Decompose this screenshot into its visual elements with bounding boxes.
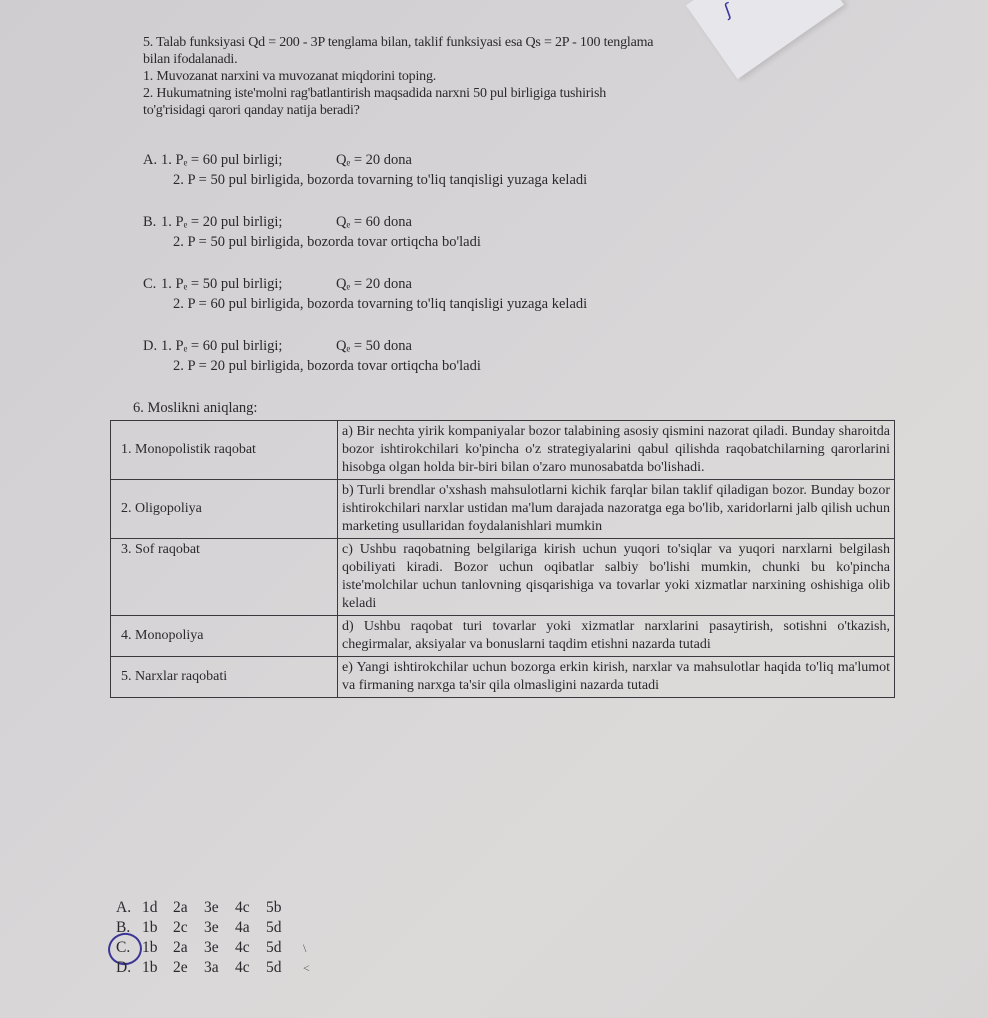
- option-a[interactable]: [143, 150, 587, 190]
- answer-item: 2e: [173, 959, 188, 976]
- table-row: [111, 616, 895, 657]
- answer-item: 4c: [235, 899, 250, 916]
- option-result: 2. P = 60 pul birligida, bozorda tovarning to'liq tanqisligi yuzaga keladi: [173, 296, 588, 312]
- market-description: b) Turli brendlar o'xshash mahsulotlarni kichik farqlar bilan taklif qiladigan bozor. Bunday bozor ishtirokchilari narxlar ustidan ma'lum darajada nazoratga ega bo'lib, xaridorlarni jalb qilish uchun marketing usullaridan foydalanishlari mumkin: [338, 480, 895, 539]
- option-price: 1. Pₑ = 20 pul birligi;: [161, 214, 283, 230]
- option-price: 1. Pₑ = 60 pul birligi;: [161, 338, 283, 354]
- question-5-options: [143, 150, 587, 398]
- answer-item: 3e: [204, 939, 219, 956]
- answer-letter: A.: [116, 899, 132, 916]
- answer-item: 2a: [173, 899, 188, 916]
- answer-item: 1d: [142, 899, 158, 916]
- answer-item: 1b: [142, 919, 158, 936]
- pencil-tick-mark: \: [303, 941, 307, 955]
- answer-item: 4a: [235, 919, 250, 936]
- answer-item: 2c: [173, 919, 188, 936]
- option-letter: C.: [143, 276, 157, 292]
- question-5-text-line1: 5. Talab funksiyasi Qd = 200 - 3P tenglama bilan, taklif funksiyasi esa Qs = 2P - 100 tenglama: [143, 35, 654, 50]
- market-type: 1. Monopolistik raqobat: [111, 421, 338, 480]
- question-5-task2-line2: to'g'risidagi qarori qanday natija beradi?: [143, 103, 360, 118]
- question-5-task2-line1: 2. Hukumatning iste'molni rag'batlantirish maqsadida narxni 50 pul birligiga tushirish: [143, 86, 606, 101]
- option-result: 2. P = 50 pul birligida, bozorda tovarning to'liq tanqisligi yuzaga keladi: [173, 172, 588, 188]
- answer-item: 5b: [266, 899, 282, 916]
- pencil-tick-mark: <: [303, 961, 310, 975]
- answer-item: 3a: [204, 959, 219, 976]
- answer-a[interactable]: [116, 898, 310, 918]
- option-letter: B.: [143, 214, 157, 230]
- option-letter: D.: [143, 338, 158, 354]
- option-quantity: Qₑ = 20 dona: [336, 152, 412, 168]
- option-d[interactable]: [143, 336, 587, 376]
- market-type: 5. Narxlar raqobati: [111, 657, 338, 698]
- question-5-text-line2: bilan ifodalanadi.: [143, 52, 238, 67]
- option-result: 2. P = 20 pul birligida, bozorda tovar ortiqcha bo'ladi: [173, 358, 481, 374]
- question-6-title: 6. Moslikni aniqlang:: [133, 400, 258, 416]
- answer-item: 1b: [142, 959, 158, 976]
- answer-item: 3e: [204, 899, 219, 916]
- market-description: e) Yangi ishtirokchilar uchun bozorga erkin kirish, narxlar va mahsulotlar haqida to'liq ma'lumot va firmaning narxga ta'sir qila olmasligini nazarda tutadi: [338, 657, 895, 698]
- answer-c[interactable]: [116, 938, 310, 958]
- option-b[interactable]: [143, 212, 587, 252]
- answer-letter: C.: [116, 939, 131, 956]
- answer-b[interactable]: [116, 918, 310, 938]
- market-type: 2. Oligopoliya: [111, 480, 338, 539]
- market-type: 3. Sof raqobat: [111, 539, 338, 616]
- option-c[interactable]: [143, 274, 587, 314]
- option-price: 1. Pₑ = 50 pul birligi;: [161, 276, 283, 292]
- answer-item: 5d: [266, 919, 282, 936]
- answer-item: 3e: [204, 919, 219, 936]
- answer-item: 5d: [266, 959, 282, 976]
- market-description: d) Ushbu raqobat turi tovarlar yoki xizmatlar narxlarini pasaytirish, sotishni o'tkazish, chegirmalar, aksiyalar va bonuslarni taqdim etishni nazarda tutadi: [338, 616, 895, 657]
- answer-item: 4c: [235, 939, 250, 956]
- option-quantity: Qₑ = 60 dona: [336, 214, 412, 230]
- question-5: [143, 34, 863, 119]
- table-row: [111, 539, 895, 616]
- market-type: 4. Monopoliya: [111, 616, 338, 657]
- answer-d[interactable]: [116, 958, 310, 978]
- table-row: [111, 480, 895, 539]
- answer-letter: B.: [116, 919, 131, 936]
- market-description: a) Bir nechta yirik kompaniyalar bozor talabining asosiy qismini nazorat qiladi. Bunday sharoitda bozor ishtirokchilari ko'pincha o'z strategiyalarini qabul qilishda raqobatchilarning qarorlarini hisobga olgan holda bir-biri bilan o'zaro munosabatda bo'lishadi.: [338, 421, 895, 480]
- option-letter: A.: [143, 152, 158, 168]
- option-result: 2. P = 50 pul birligida, bozorda tovar ortiqcha bo'ladi: [173, 234, 481, 250]
- answer-item: 4c: [235, 959, 250, 976]
- pen-scribble-icon: ʃ: [721, 0, 735, 22]
- option-quantity: Qₑ = 50 dona: [336, 338, 412, 354]
- table-row: [111, 657, 895, 698]
- table-row: [111, 421, 895, 480]
- option-price: 1. Pₑ = 60 pul birligi;: [161, 152, 283, 168]
- answer-item: 5d: [266, 939, 282, 956]
- market-description: c) Ushbu raqobatning belgilariga kirish uchun yuqori to'siqlar va yuqori narxlarni belgilash qobiliyati kiradi. Bozor uchun oqibatlar salbiy bo'lishi mumkin, chunki bu ko'pincha iste'molchilar uchun tanlovning qisqarishiga va tovarlar yoki xizmatlar narxining oshishiga olib keladi: [338, 539, 895, 616]
- answer-item: 1b: [142, 939, 158, 956]
- answer-item: 2a: [173, 939, 188, 956]
- question-6-answers: [116, 898, 310, 978]
- matching-table: [110, 420, 895, 698]
- option-quantity: Qₑ = 20 dona: [336, 276, 412, 292]
- answer-letter: D.: [116, 959, 132, 976]
- question-5-task1: 1. Muvozanat narxini va muvozanat miqdorini toping.: [143, 69, 437, 84]
